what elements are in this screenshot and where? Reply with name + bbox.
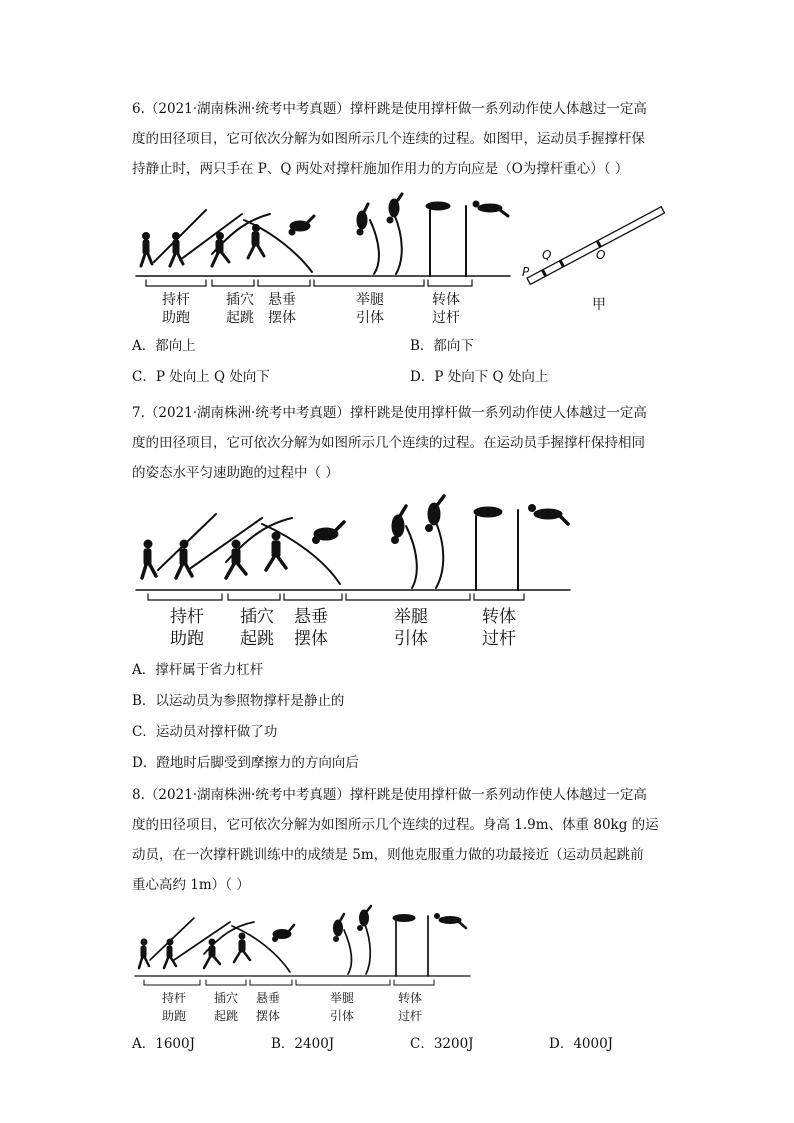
question-6-vault-sequence-figure (132, 192, 512, 334)
point-label-p: P (522, 265, 530, 279)
question-6-line-1: （2021·湖南株洲·统考中考真题）撑杆跳是使用撑杆做一系列动作使人体越过一定高 (144, 101, 647, 117)
question-6-option-a[interactable]: A．都向上 (132, 338, 196, 354)
question-8-option-c[interactable]: C．3200J (410, 1036, 474, 1052)
stage-label: 助跑 (162, 310, 190, 326)
stage-label: 起跳 (214, 1009, 239, 1023)
stage-label: 悬垂 (256, 991, 281, 1005)
question-8-text (132, 782, 692, 808)
question-7-line-3: 的姿态水平匀速助跑的过程中（ ） (132, 465, 339, 481)
athlete-silhouette (474, 505, 568, 525)
stage-label: 插穴 (226, 292, 254, 308)
stage-label: 起跳 (226, 310, 254, 326)
question-8-line-2: 度的田径项目，它可依次分解为如图所示几个连续的过程。身高 1.9m、体重 80kg 的运 (132, 817, 659, 833)
question-6-line-3: 持静止时，两只手在 P、Q 两处对撑杆施加作用力的方向应是（O为撑杆重心）（ ） (132, 161, 629, 177)
stage-label: 悬垂 (268, 292, 296, 308)
pole-line (180, 214, 242, 260)
stage-label: 摆体 (294, 629, 328, 649)
stage-label: 转体 (398, 991, 423, 1005)
point-label-q: Q (542, 248, 552, 262)
stage-label: 持杆 (162, 991, 187, 1005)
stage-label: 插穴 (240, 607, 274, 627)
question-8-option-a[interactable]: A．1600J (132, 1036, 196, 1052)
question-7-text (132, 400, 692, 426)
athlete-silhouette (358, 906, 372, 931)
athlete-silhouette (141, 233, 152, 267)
athlete-silhouette (142, 540, 156, 578)
athlete-silhouette (392, 506, 407, 544)
question-6-line-2: 度的田径项目，它可依次分解为如图所示几个连续的过程。如图甲，运动员手握撑杆保 (132, 131, 645, 147)
question-6-number: 6. (132, 101, 145, 117)
stage-label: 过杆 (482, 629, 516, 649)
question-7-line-2: 度的田径项目，它可依次分解为如图所示几个连续的过程。在运动员手握撑杆保持相同 (132, 435, 645, 451)
athlete-silhouette (204, 939, 220, 968)
athlete-silhouette (176, 540, 192, 578)
question-7-number: 7. (132, 405, 145, 421)
athlete-silhouette (289, 216, 314, 235)
stage-label: 转体 (432, 292, 460, 308)
stage-label: 引体 (356, 310, 384, 326)
stage-label: 起跳 (240, 629, 274, 649)
question-7-line-1: （2021·湖南株洲·统考中考真题）撑杆跳是使用撑杆做一系列动作使人体越过一定高 (144, 405, 647, 421)
stage-label: 过杆 (398, 1009, 423, 1023)
stage-label: 悬垂 (294, 607, 328, 627)
question-6-option-c[interactable]: C．P 处向上 Q 处向下 (132, 369, 270, 385)
athlete-silhouette (266, 532, 286, 570)
question-8-line-1: （2021·湖南株洲·统考中考真题）撑杆跳是使用撑杆做一系列动作使人体越过一定高 (144, 787, 647, 803)
stage-label: 转体 (482, 607, 516, 627)
question-7-option-c[interactable]: C．运动员对撑杆做了功 (132, 724, 278, 740)
question-7-vault-sequence-figure (132, 494, 572, 652)
athlete-silhouette (170, 233, 183, 267)
athlete-silhouette (234, 933, 250, 962)
question-8-line-3: 动员，在一次撑杆跳训练中的成绩是 5m，则他克服重力做的功最接近（运动员起跳前 (132, 847, 644, 863)
question-8-vault-sequence-figure (132, 904, 472, 1026)
diagram-label: 甲 (592, 297, 606, 313)
question-7-option-b[interactable]: B．以运动员为参照物撑杆是静止的 (132, 693, 345, 709)
stage-label: 持杆 (162, 292, 190, 308)
question-7-option-d[interactable]: D．蹬地时后脚受到摩擦力的方向向后 (132, 755, 359, 771)
stage-label: 举腿 (394, 607, 428, 627)
athlete-silhouette (393, 914, 466, 929)
athlete-silhouette (139, 939, 149, 968)
stage-label: 过杆 (432, 310, 460, 326)
stage-label: 助跑 (170, 629, 204, 649)
athlete-silhouette (273, 925, 295, 942)
stage-label: 摆体 (268, 310, 296, 326)
stage-label: 插穴 (214, 991, 239, 1005)
athlete-silhouette (426, 496, 445, 532)
athlete-silhouette (313, 522, 345, 544)
stage-label: 持杆 (170, 607, 204, 627)
question-8-number: 8. (132, 787, 145, 803)
question-6-pole-diagram (516, 196, 676, 316)
question-8-option-d[interactable]: D．4000J (549, 1036, 614, 1052)
question-7-option-a[interactable]: A．撑杆属于省力杠杆 (132, 662, 264, 678)
pole-rect (527, 207, 664, 285)
question-8-line-4: 重心高约 1m）（ ） (132, 877, 250, 893)
point-label-o: O (596, 248, 606, 262)
stage-label: 举腿 (330, 991, 355, 1005)
athlete-silhouette (357, 204, 368, 235)
athlete-silhouette (387, 194, 402, 223)
athlete-silhouette (164, 939, 176, 968)
stage-label: 举腿 (356, 292, 384, 308)
question-6-text (132, 96, 692, 122)
stage-label: 摆体 (256, 1009, 281, 1023)
athlete-silhouette (334, 914, 345, 942)
question-6-option-d[interactable]: D．P 处向下 Q 处向上 (410, 369, 549, 385)
pole-line (370, 220, 379, 274)
pole-line (394, 214, 402, 274)
question-8-option-b[interactable]: B．2400J (271, 1036, 335, 1052)
question-6-option-b[interactable]: B．都向下 (410, 338, 474, 354)
stage-label: 助跑 (162, 1009, 187, 1023)
stage-label: 引体 (394, 629, 428, 649)
stage-label: 引体 (330, 1009, 355, 1023)
athlete-silhouette (212, 233, 229, 267)
